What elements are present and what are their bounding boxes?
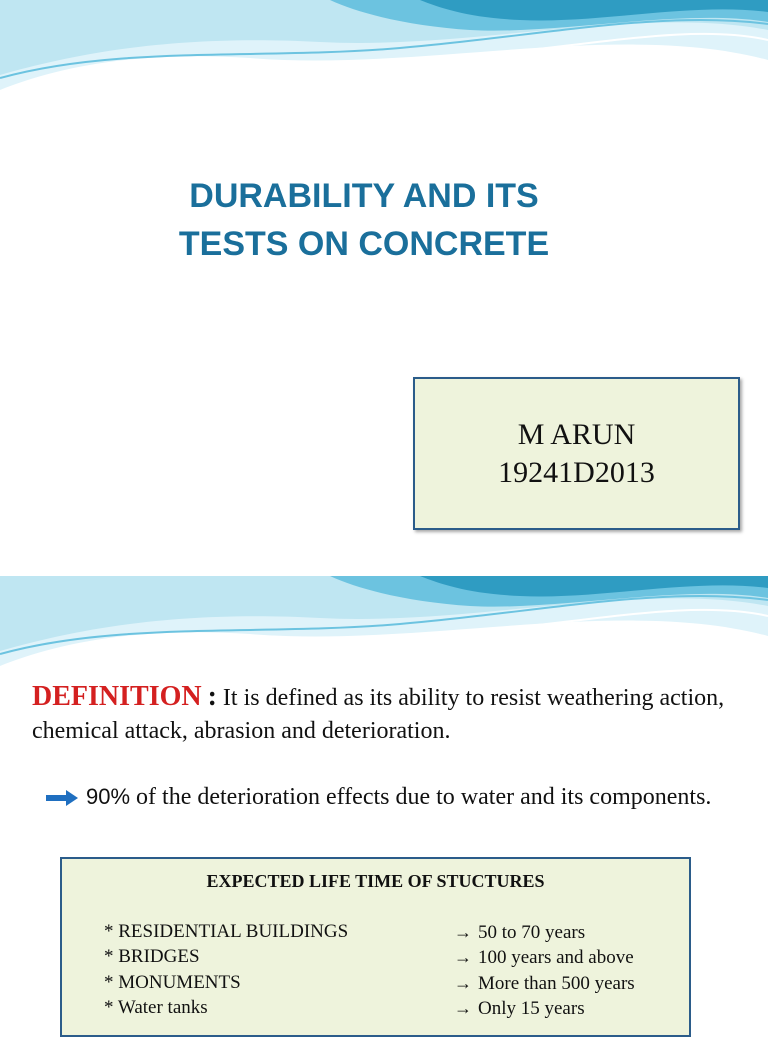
stat-percent: 90% [86,784,131,809]
life-time-heading: EXPECTED LIFE TIME OF STUCTURES [206,871,545,891]
arrow-icon: → [454,947,472,967]
life-row-value: → Only 15 years [454,998,585,1019]
life-row-item: * RESIDENTIAL BUILDINGS [104,921,349,942]
life-row-value: → 50 to 70 years [454,922,586,943]
life-row-item: * MONUMENTS [104,972,241,993]
life-row [104,995,585,1021]
definition-label: DEFINITION [32,681,202,712]
right-arrow-icon [46,790,78,806]
stat-text: of the deterioration effects due to water and its components. [130,784,712,810]
wave-header-decoration [0,576,768,676]
author-id: 19241D2013 [498,456,655,489]
life-row-item: * BRIDGES [104,946,200,967]
life-row-value: → More than 500 years [454,973,635,994]
arrow-icon: → [454,922,472,942]
life-row [104,970,635,996]
definition-paragraph [32,680,742,748]
title-line-1: DURABILITY AND ITS [189,177,539,215]
definition-colon: : [207,681,217,712]
water-statistic [32,780,742,814]
wave-header-decoration [0,0,768,100]
author-box [413,377,740,530]
title-line-2: TESTS ON CONCRETE [178,225,550,263]
life-time-box [60,857,691,1037]
life-row [104,919,586,945]
author-name: M ARUN [517,418,636,451]
life-row [104,944,634,970]
presentation-title [0,172,728,268]
life-row-item: * Water tanks [104,997,208,1018]
arrow-icon: → [454,973,472,993]
definition-text: It is defined as its ability to resist weathering action, chemical attack, abrasion and deterioration. [32,685,725,744]
arrow-icon: → [454,998,472,1018]
life-row-value: → 100 years and above [454,947,634,968]
